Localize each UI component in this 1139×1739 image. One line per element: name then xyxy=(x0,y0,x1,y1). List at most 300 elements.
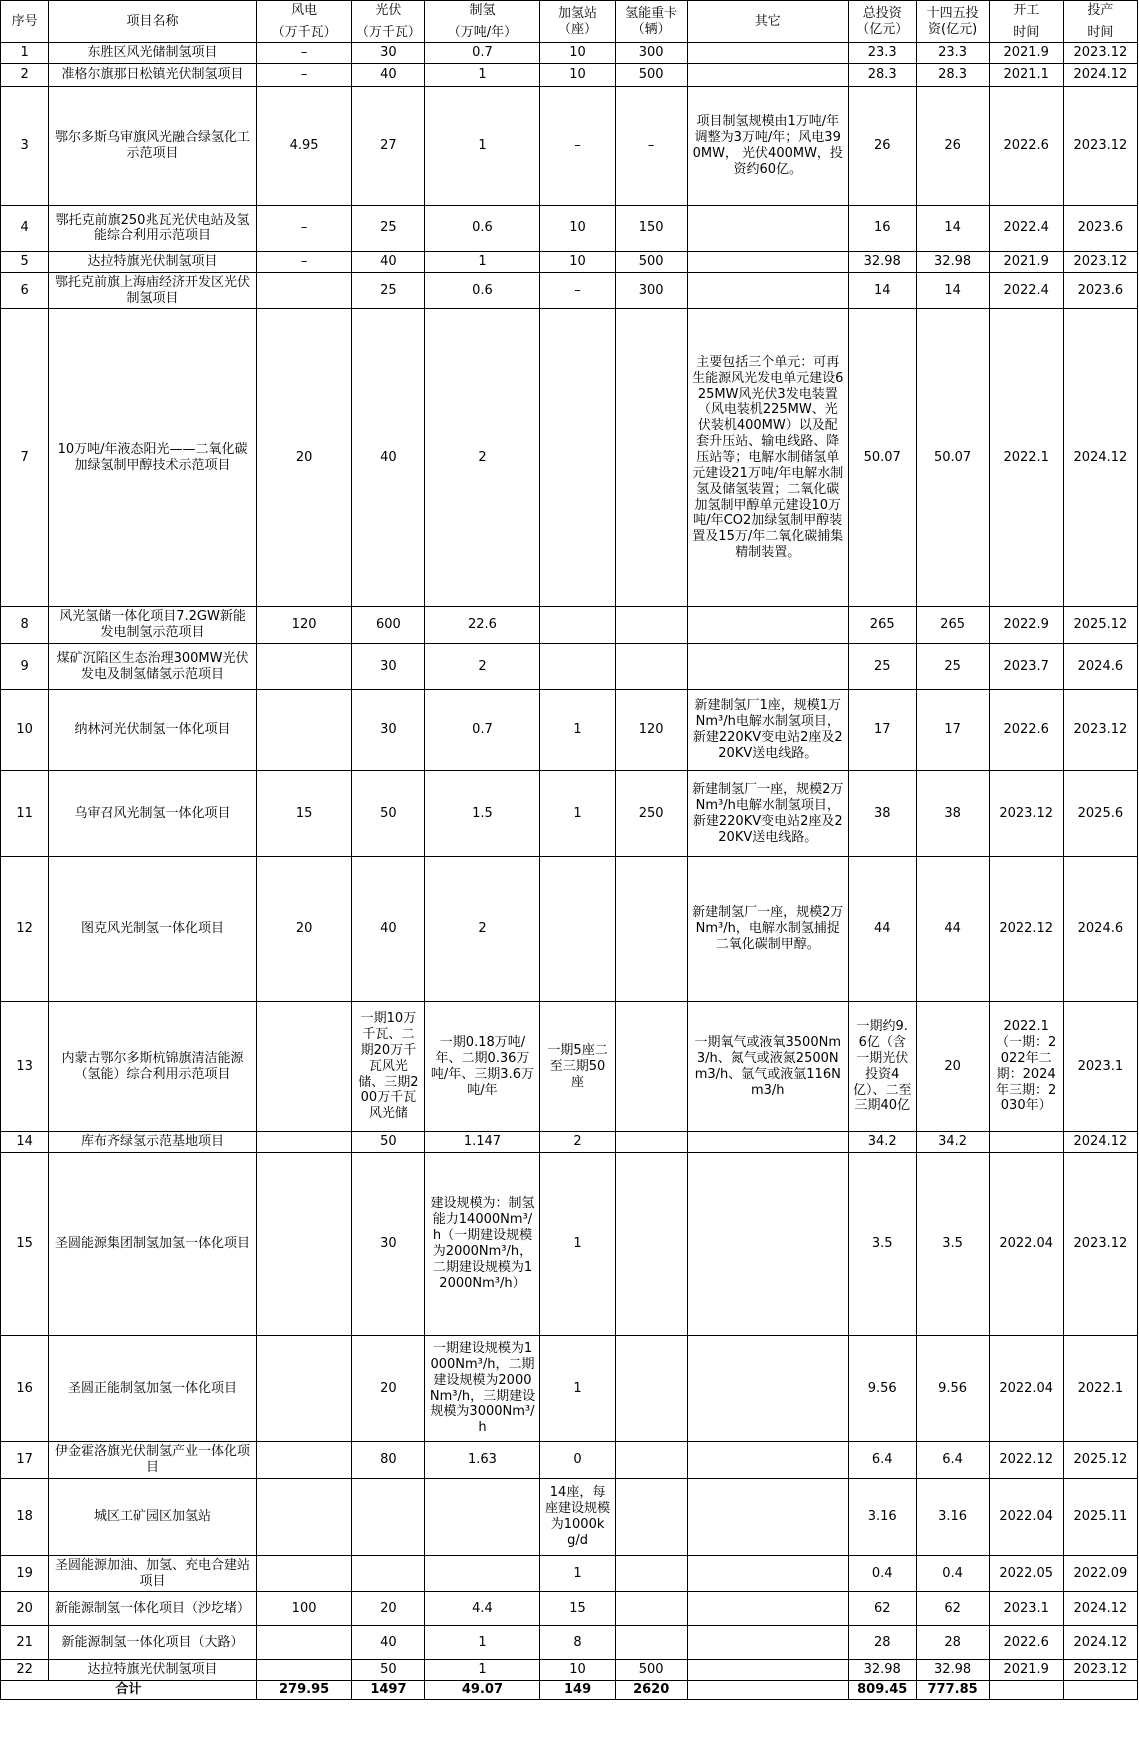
wind-capacity-cell xyxy=(256,1555,352,1592)
table-row xyxy=(1,644,1138,690)
truck-count-cell xyxy=(615,1002,687,1132)
operate-date-cell: 2023.12 xyxy=(1063,251,1137,272)
row-seq-cell: 3 xyxy=(1,86,49,205)
total-investment-cell: 9.56 xyxy=(848,1336,916,1442)
project-name-cell: 纳林河光伏制氢一体化项目 xyxy=(49,690,256,771)
station-count-cell: 14座，每座建设规模为1000kg/d xyxy=(540,1478,615,1555)
total-investment-cell: 17 xyxy=(848,690,916,771)
hydrogen-output-cell: 0.7 xyxy=(425,43,540,64)
header-station: 加氢站（座） xyxy=(540,1,615,43)
operate-date-cell: 2025.6 xyxy=(1063,771,1137,857)
hydrogen-output-cell: 一期0.18万吨/年、二期0.36万吨/年、三期3.6万吨/年 xyxy=(425,1002,540,1132)
pv-capacity-cell: 25 xyxy=(352,205,425,251)
table-row xyxy=(1,1336,1138,1442)
investment-145-cell: 0.4 xyxy=(916,1555,989,1592)
station-count-cell xyxy=(540,857,615,1002)
investment-145-cell: 32.98 xyxy=(916,1660,989,1681)
row-seq-cell: 7 xyxy=(1,309,49,607)
header-operate xyxy=(1063,1,1137,43)
start-date-cell: 2022.1 xyxy=(989,309,1063,607)
wind-capacity-cell: 4.95 xyxy=(256,86,352,205)
pv-capacity-cell xyxy=(352,1478,425,1555)
truck-count-cell: 250 xyxy=(615,771,687,857)
station-count-cell: – xyxy=(540,272,615,309)
wind-capacity-cell: 20 xyxy=(256,857,352,1002)
station-count-cell: 10 xyxy=(540,1660,615,1681)
pv-capacity-cell: 80 xyxy=(352,1442,425,1479)
hydrogen-output-cell: 22.6 xyxy=(425,607,540,644)
other-notes-cell: 一期氧气或液氧3500Nm3/h、氮气或液氮2500Nm3/h、氩气或液氩116Nm3/h xyxy=(687,1002,848,1132)
station-count-cell: 10 xyxy=(540,63,615,86)
station-count-cell: 0 xyxy=(540,1442,615,1479)
project-name-cell: 达拉特旗光伏制氢项目 xyxy=(49,1660,256,1681)
table-row xyxy=(1,607,1138,644)
table-row xyxy=(1,205,1138,251)
total-investment-cell: 38 xyxy=(848,771,916,857)
project-name-cell: 库布齐绿氢示范基地项目 xyxy=(49,1132,256,1153)
pv-capacity-cell: 25 xyxy=(352,272,425,309)
investment-145-cell: 44 xyxy=(916,857,989,1002)
station-count-cell: – xyxy=(540,86,615,205)
hydrogen-output-cell xyxy=(425,1555,540,1592)
project-name-cell: 鄂托克前旗上海庙经济开发区光伏制氢项目 xyxy=(49,272,256,309)
station-count-cell: 10 xyxy=(540,43,615,64)
row-seq-cell: 4 xyxy=(1,205,49,251)
hydrogen-output-cell xyxy=(425,1478,540,1555)
truck-count-cell: 500 xyxy=(615,251,687,272)
total-investment-cell: 23.3 xyxy=(848,43,916,64)
total-station: 149 xyxy=(540,1681,615,1700)
header-wind xyxy=(256,1,352,43)
project-name-cell: 新能源制氢一体化项目（沙圪堵） xyxy=(49,1592,256,1626)
header-h2 xyxy=(425,1,540,43)
total-start xyxy=(989,1681,1063,1700)
start-date-cell: 2021.1 xyxy=(989,63,1063,86)
truck-count-cell: 500 xyxy=(615,63,687,86)
start-date-cell: 2022.9 xyxy=(989,607,1063,644)
investment-145-cell: 6.4 xyxy=(916,1442,989,1479)
total-investment: 809.45 xyxy=(848,1681,916,1700)
pv-capacity-cell: 40 xyxy=(352,1626,425,1660)
station-count-cell: 1 xyxy=(540,1555,615,1592)
row-seq-cell: 13 xyxy=(1,1002,49,1132)
row-seq-cell: 17 xyxy=(1,1442,49,1479)
header-other: 其它 xyxy=(687,1,848,43)
wind-capacity-cell: – xyxy=(256,43,352,64)
investment-145-cell: 28.3 xyxy=(916,63,989,86)
investment-145-cell: 50.07 xyxy=(916,309,989,607)
hydrogen-output-cell: 0.6 xyxy=(425,205,540,251)
row-seq-cell: 19 xyxy=(1,1555,49,1592)
total-pv: 1497 xyxy=(352,1681,425,1700)
investment-145-cell: 38 xyxy=(916,771,989,857)
total-other xyxy=(687,1681,848,1700)
start-date-cell: 2022.4 xyxy=(989,205,1063,251)
station-count-cell: 10 xyxy=(540,251,615,272)
wind-capacity-cell xyxy=(256,644,352,690)
station-count-cell: 1 xyxy=(540,690,615,771)
total-investment-cell: 16 xyxy=(848,205,916,251)
project-name-cell: 圣圆正能制氢加氢一体化项目 xyxy=(49,1336,256,1442)
truck-count-cell: – xyxy=(615,86,687,205)
wind-capacity-cell xyxy=(256,1336,352,1442)
row-seq-cell: 1 xyxy=(1,43,49,64)
investment-145-cell: 32.98 xyxy=(916,251,989,272)
other-notes-cell xyxy=(687,1592,848,1626)
operate-date-cell: 2023.6 xyxy=(1063,205,1137,251)
operate-date-cell: 2024.12 xyxy=(1063,309,1137,607)
pv-capacity-cell: 20 xyxy=(352,1592,425,1626)
truck-count-cell: 300 xyxy=(615,272,687,309)
hydrogen-output-cell: 1 xyxy=(425,1660,540,1681)
investment-145-cell: 25 xyxy=(916,644,989,690)
hydrogen-output-cell: 2 xyxy=(425,857,540,1002)
other-notes-cell xyxy=(687,1660,848,1681)
total-row xyxy=(1,1681,1138,1700)
total-investment-cell: 44 xyxy=(848,857,916,1002)
wind-capacity-cell xyxy=(256,1660,352,1681)
hydrogen-output-cell: 1 xyxy=(425,251,540,272)
operate-date-cell: 2025.12 xyxy=(1063,1442,1137,1479)
other-notes-cell xyxy=(687,1153,848,1336)
start-date-cell: 2022.6 xyxy=(989,86,1063,205)
investment-145-cell: 3.5 xyxy=(916,1153,989,1336)
operate-date-cell: 2024.12 xyxy=(1063,1132,1137,1153)
table-row xyxy=(1,43,1138,64)
start-date-cell: 2022.4 xyxy=(989,272,1063,309)
total-investment-cell: 34.2 xyxy=(848,1132,916,1153)
table-row xyxy=(1,1660,1138,1681)
total-investment-cell: 32.98 xyxy=(848,1660,916,1681)
hydrogen-output-cell: 1.63 xyxy=(425,1442,540,1479)
other-notes-cell xyxy=(687,63,848,86)
other-notes-cell: 项目制氢规模由1万吨/年调整为3万吨/年；风电390MW， 光伏400MW，投资约60亿。 xyxy=(687,86,848,205)
operate-date-cell: 2023.12 xyxy=(1063,690,1137,771)
total-investment-cell: 3.5 xyxy=(848,1153,916,1336)
project-name-cell: 圣圆能源加油、加氢、充电合建站项目 xyxy=(49,1555,256,1592)
start-date-cell: 2022.04 xyxy=(989,1153,1063,1336)
row-seq-cell: 21 xyxy=(1,1626,49,1660)
investment-145-cell: 23.3 xyxy=(916,43,989,64)
total-investment-cell: 3.16 xyxy=(848,1478,916,1555)
header-start-title: 开工 xyxy=(1013,2,1040,18)
table-row xyxy=(1,771,1138,857)
pv-capacity-cell: 40 xyxy=(352,63,425,86)
project-name-cell: 东胜区风光储制氢项目 xyxy=(49,43,256,64)
other-notes-cell xyxy=(687,1336,848,1442)
hydrogen-output-cell: 1 xyxy=(425,86,540,205)
hydrogen-output-cell: 1.147 xyxy=(425,1132,540,1153)
truck-count-cell xyxy=(615,644,687,690)
project-name-cell: 图克风光制氢一体化项目 xyxy=(49,857,256,1002)
investment-145-cell: 3.16 xyxy=(916,1478,989,1555)
investment-145-cell: 17 xyxy=(916,690,989,771)
other-notes-cell: 新建制氢厂1座，规模1万Nm³/h电解水制氢项目，新建220KV变电站2座及220KV送电线路。 xyxy=(687,690,848,771)
start-date-cell: 2022.1（一期：2022年二期：2024年三期：2030年） xyxy=(989,1002,1063,1132)
header-pv xyxy=(352,1,425,43)
row-seq-cell: 16 xyxy=(1,1336,49,1442)
row-seq-cell: 15 xyxy=(1,1153,49,1336)
table-row xyxy=(1,251,1138,272)
hydrogen-output-cell: 0.7 xyxy=(425,690,540,771)
pv-capacity-cell: 40 xyxy=(352,251,425,272)
header-truck: 氢能重卡（辆） xyxy=(615,1,687,43)
station-count-cell: 一期5座二至三期50座 xyxy=(540,1002,615,1132)
station-count-cell: 15 xyxy=(540,1592,615,1626)
wind-capacity-cell: 15 xyxy=(256,771,352,857)
start-date-cell: 2022.05 xyxy=(989,1555,1063,1592)
investment-145-cell: 28 xyxy=(916,1626,989,1660)
pv-capacity-cell: 一期10万千瓦、二期20万千瓦风光储、三期200万千瓦风光储 xyxy=(352,1002,425,1132)
total-operate xyxy=(1063,1681,1137,1700)
pv-capacity-cell: 30 xyxy=(352,1153,425,1336)
table-row xyxy=(1,309,1138,607)
row-seq-cell: 22 xyxy=(1,1660,49,1681)
header-start xyxy=(989,1,1063,43)
project-name-cell: 圣圆能源集团制氢加氢一体化项目 xyxy=(49,1153,256,1336)
investment-145-cell: 265 xyxy=(916,607,989,644)
table-row xyxy=(1,86,1138,205)
row-seq-cell: 11 xyxy=(1,771,49,857)
operate-date-cell: 2023.12 xyxy=(1063,43,1137,64)
truck-count-cell xyxy=(615,1555,687,1592)
pv-capacity-cell: 50 xyxy=(352,1132,425,1153)
table-row xyxy=(1,1626,1138,1660)
investment-145-cell: 34.2 xyxy=(916,1132,989,1153)
table-row xyxy=(1,63,1138,86)
station-count-cell: 8 xyxy=(540,1626,615,1660)
row-seq-cell: 8 xyxy=(1,607,49,644)
row-seq-cell: 9 xyxy=(1,644,49,690)
station-count-cell: 2 xyxy=(540,1132,615,1153)
station-count-cell: 1 xyxy=(540,1153,615,1336)
operate-date-cell: 2023.12 xyxy=(1063,86,1137,205)
start-date-cell: 2023.12 xyxy=(989,771,1063,857)
pv-capacity-cell: 50 xyxy=(352,1660,425,1681)
header-pv-unit: （万千瓦） xyxy=(355,24,421,40)
project-name-cell: 伊金霍洛旗光伏制氢产业一体化项目 xyxy=(49,1442,256,1479)
header-investment-145: 十四五投资(亿元) xyxy=(916,1,989,43)
project-name-cell: 10万吨/年液态阳光——二氧化碳加绿氢制甲醇技术示范项目 xyxy=(49,309,256,607)
other-notes-cell: 新建制氢厂一座，规模2万Nm³/h电解水制氢项目，新建220KV变电站2座及220KV送电线路。 xyxy=(687,771,848,857)
other-notes-cell xyxy=(687,1442,848,1479)
table-row xyxy=(1,1555,1138,1592)
pv-capacity-cell: 50 xyxy=(352,771,425,857)
hydrogen-output-cell: 2 xyxy=(425,309,540,607)
project-name-cell: 鄂托克前旗250兆瓦光伏电站及氢能综合利用示范项目 xyxy=(49,205,256,251)
other-notes-cell xyxy=(687,1555,848,1592)
table-row xyxy=(1,857,1138,1002)
station-count-cell xyxy=(540,644,615,690)
hydrogen-output-cell: 1 xyxy=(425,1626,540,1660)
row-seq-cell: 5 xyxy=(1,251,49,272)
pv-capacity-cell: 40 xyxy=(352,857,425,1002)
start-date-cell: 2022.6 xyxy=(989,1626,1063,1660)
truck-count-cell xyxy=(615,1153,687,1336)
wind-capacity-cell: 120 xyxy=(256,607,352,644)
station-count-cell: 10 xyxy=(540,205,615,251)
start-date-cell: 2023.1 xyxy=(989,1592,1063,1626)
table-row xyxy=(1,1592,1138,1626)
operate-date-cell: 2024.12 xyxy=(1063,1626,1137,1660)
project-name-cell: 达拉特旗光伏制氢项目 xyxy=(49,251,256,272)
other-notes-cell xyxy=(687,272,848,309)
operate-date-cell: 2023.6 xyxy=(1063,272,1137,309)
wind-capacity-cell: – xyxy=(256,63,352,86)
truck-count-cell xyxy=(615,607,687,644)
header-total-investment: 总投资（亿元） xyxy=(848,1,916,43)
start-date-cell: 2022.04 xyxy=(989,1478,1063,1555)
investment-145-cell: 14 xyxy=(916,205,989,251)
investment-145-cell: 14 xyxy=(916,272,989,309)
header-h2-unit: （万吨/年） xyxy=(447,24,518,40)
hydrogen-output-cell: 1.5 xyxy=(425,771,540,857)
wind-capacity-cell: – xyxy=(256,205,352,251)
pv-capacity-cell: 40 xyxy=(352,309,425,607)
operate-date-cell: 2024.6 xyxy=(1063,857,1137,1002)
operate-date-cell: 2023.1 xyxy=(1063,1002,1137,1132)
truck-count-cell xyxy=(615,1626,687,1660)
total-investment-cell: 6.4 xyxy=(848,1442,916,1479)
total-investment-cell: 32.98 xyxy=(848,251,916,272)
row-seq-cell: 10 xyxy=(1,690,49,771)
other-notes-cell xyxy=(687,607,848,644)
truck-count-cell xyxy=(615,857,687,1002)
pv-capacity-cell: 20 xyxy=(352,1336,425,1442)
hydrogen-output-cell: 2 xyxy=(425,644,540,690)
truck-count-cell: 150 xyxy=(615,205,687,251)
header-h2-title: 制氢 xyxy=(469,2,496,18)
table-body xyxy=(1,43,1138,1681)
pv-capacity-cell: 30 xyxy=(352,644,425,690)
table-row xyxy=(1,1002,1138,1132)
wind-capacity-cell xyxy=(256,1153,352,1336)
hydrogen-output-cell: 4.4 xyxy=(425,1592,540,1626)
hydrogen-output-cell: 建设规模为：制氢能力14000Nm³/h（一期建设规模为2000Nm³/h，二期建设规模为12000Nm³/h） xyxy=(425,1153,540,1336)
wind-capacity-cell xyxy=(256,1132,352,1153)
other-notes-cell xyxy=(687,43,848,64)
operate-date-cell: 2022.1 xyxy=(1063,1336,1137,1442)
other-notes-cell: 主要包括三个单元：可再生能源风光发电单元建设625MW风光伏3发电装置（风电装机225MW、光伏装机400MW）以及配套升压站、输电线路、降压站等；电解水制储氢单元建设21万吨/年电解水制氢及储氢装置；二氧化碳加氢制甲醇单元建设10万吨/年CO2加绿氢制甲醇装置及15万/年二氧化碳捕集精制装置。 xyxy=(687,309,848,607)
project-name-cell: 乌审召风光制氢一体化项目 xyxy=(49,771,256,857)
table-row xyxy=(1,1153,1138,1336)
start-date-cell: 2022.12 xyxy=(989,857,1063,1002)
row-seq-cell: 12 xyxy=(1,857,49,1002)
other-notes-cell xyxy=(687,1132,848,1153)
truck-count-cell xyxy=(615,1336,687,1442)
total-label: 合计 xyxy=(1,1681,257,1700)
project-name-cell: 鄂尔多斯乌审旗风光融合绿氢化工示范项目 xyxy=(49,86,256,205)
table-row xyxy=(1,1442,1138,1479)
pv-capacity-cell xyxy=(352,1555,425,1592)
hydrogen-output-cell: 1 xyxy=(425,63,540,86)
total-investment-cell: 265 xyxy=(848,607,916,644)
wind-capacity-cell: 100 xyxy=(256,1592,352,1626)
start-date-cell: 2021.9 xyxy=(989,1660,1063,1681)
project-name-cell: 新能源制氢一体化项目（大路） xyxy=(49,1626,256,1660)
total-investment-cell: 50.07 xyxy=(848,309,916,607)
total-truck: 2620 xyxy=(615,1681,687,1700)
header-seq: 序号 xyxy=(1,1,49,43)
wind-capacity-cell xyxy=(256,1002,352,1132)
other-notes-cell: 新建制氢厂一座，规模2万Nm³/h，电解水制氢捕捉二氧化碳制甲醇。 xyxy=(687,857,848,1002)
other-notes-cell xyxy=(687,205,848,251)
wind-capacity-cell xyxy=(256,1442,352,1479)
station-count-cell xyxy=(540,309,615,607)
table-row xyxy=(1,690,1138,771)
total-investment-cell: 28 xyxy=(848,1626,916,1660)
truck-count-cell: 300 xyxy=(615,43,687,64)
investment-145-cell: 20 xyxy=(916,1002,989,1132)
wind-capacity-cell xyxy=(256,690,352,771)
row-seq-cell: 2 xyxy=(1,63,49,86)
station-count-cell: 1 xyxy=(540,771,615,857)
operate-date-cell: 2024.6 xyxy=(1063,644,1137,690)
wind-capacity-cell xyxy=(256,1478,352,1555)
project-name-cell: 风光氢储一体化项目7.2GW新能发电制氢示范项目 xyxy=(49,607,256,644)
header-operate-title: 投产 xyxy=(1087,2,1114,18)
wind-capacity-cell xyxy=(256,1626,352,1660)
truck-count-cell xyxy=(615,1442,687,1479)
other-notes-cell xyxy=(687,644,848,690)
operate-date-cell: 2025.11 xyxy=(1063,1478,1137,1555)
total-wind: 279.95 xyxy=(256,1681,352,1700)
row-seq-cell: 20 xyxy=(1,1592,49,1626)
truck-count-cell xyxy=(615,1132,687,1153)
project-name-cell: 城区工矿园区加氢站 xyxy=(49,1478,256,1555)
investment-145-cell: 9.56 xyxy=(916,1336,989,1442)
hydrogen-output-cell: 一期建设规模为1000Nm³/h，二期建设规模为2000Nm³/h，三期建设规模为3000Nm³/h xyxy=(425,1336,540,1442)
pv-capacity-cell: 27 xyxy=(352,86,425,205)
station-count-cell xyxy=(540,607,615,644)
start-date-cell xyxy=(989,1132,1063,1153)
header-row xyxy=(1,1,1138,43)
total-investment-cell: 26 xyxy=(848,86,916,205)
truck-count-cell: 500 xyxy=(615,1660,687,1681)
total-investment-cell: 62 xyxy=(848,1592,916,1626)
start-date-cell: 2022.04 xyxy=(989,1336,1063,1442)
header-pv-title: 光伏 xyxy=(375,2,402,18)
table-row xyxy=(1,1478,1138,1555)
operate-date-cell: 2022.09 xyxy=(1063,1555,1137,1592)
pv-capacity-cell: 30 xyxy=(352,690,425,771)
truck-count-cell xyxy=(615,309,687,607)
project-name-cell: 内蒙古鄂尔多斯杭锦旗清洁能源（氢能）综合利用示范项目 xyxy=(49,1002,256,1132)
total-investment-cell: 25 xyxy=(848,644,916,690)
investment-145-cell: 62 xyxy=(916,1592,989,1626)
header-wind-unit: （万千瓦） xyxy=(271,24,337,40)
operate-date-cell: 2024.12 xyxy=(1063,63,1137,86)
other-notes-cell xyxy=(687,251,848,272)
row-seq-cell: 18 xyxy=(1,1478,49,1555)
total-investment-cell: 28.3 xyxy=(848,63,916,86)
header-operate-sub: 时间 xyxy=(1087,24,1114,40)
truck-count-cell xyxy=(615,1478,687,1555)
start-date-cell: 2021.9 xyxy=(989,251,1063,272)
project-name-cell: 准格尔旗那日松镇光伏制氢项目 xyxy=(49,63,256,86)
start-date-cell: 2022.6 xyxy=(989,690,1063,771)
project-name-cell: 煤矿沉陷区生态治理300MW光伏发电及制氢储氢示范项目 xyxy=(49,644,256,690)
station-count-cell: 1 xyxy=(540,1336,615,1442)
wind-capacity-cell: 20 xyxy=(256,309,352,607)
operate-date-cell: 2025.12 xyxy=(1063,607,1137,644)
total-investment-cell: 0.4 xyxy=(848,1555,916,1592)
header-start-sub: 时间 xyxy=(1013,24,1040,40)
truck-count-cell xyxy=(615,1592,687,1626)
other-notes-cell xyxy=(687,1478,848,1555)
total-investment-cell: 一期约9.6亿（含一期光伏投资4亿）、二至三期40亿 xyxy=(848,1002,916,1132)
header-wind-title: 风电 xyxy=(291,2,318,18)
